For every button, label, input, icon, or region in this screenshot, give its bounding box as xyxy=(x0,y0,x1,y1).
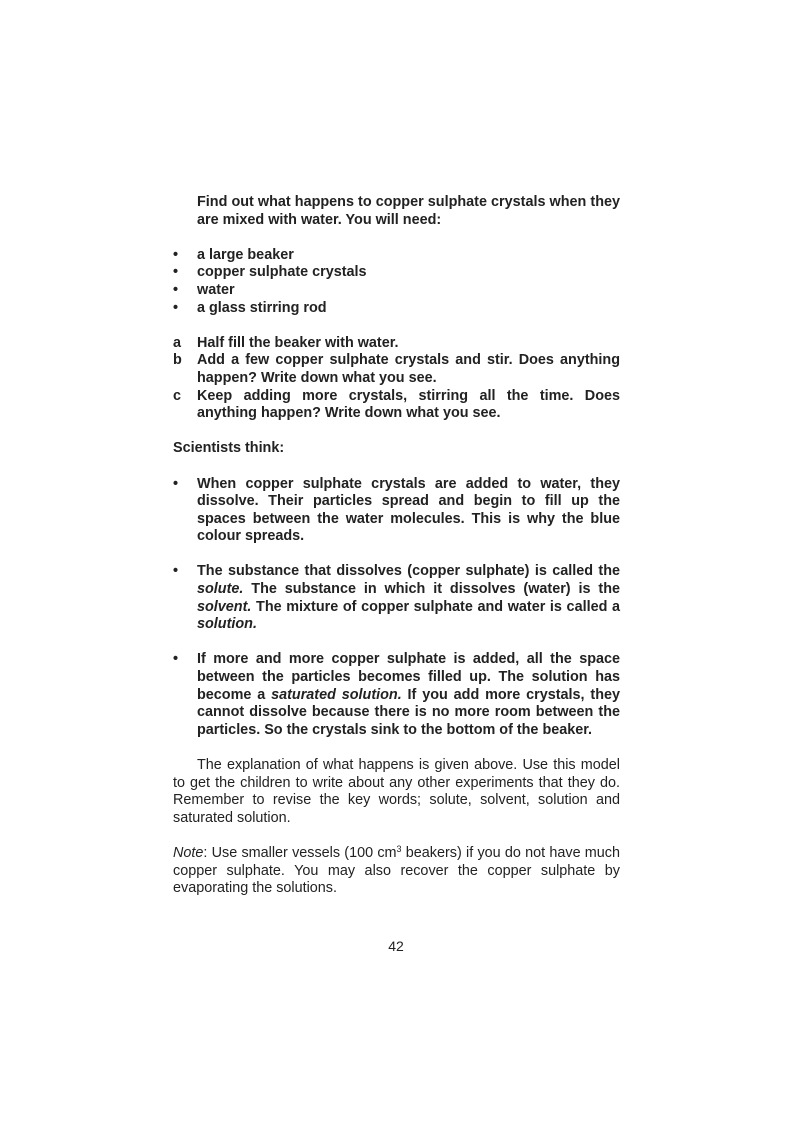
list-item: • The substance that dissolves (copper sulphate) is called the solute. The substance in which it dissolves (water) is the solvent. The mixture of copper sulphate and water is called a solution. xyxy=(173,563,620,633)
bullet-icon: • xyxy=(173,299,179,316)
step-letter: c xyxy=(173,387,182,404)
bullet-icon: • xyxy=(173,246,179,263)
step-item: c Keep adding more crystals, stirring all the time. Does anything happen? Write down what you see. xyxy=(173,387,620,422)
note-label: Note xyxy=(173,844,204,861)
key-term: solvent. xyxy=(197,598,252,615)
page-number: 42 xyxy=(388,938,404,954)
explanation-paragraph: The explanation of what happens is given above. Use this model to get the children to write about any other experiments that they do. Remember to revise the key words; solute, solvent, solution and saturated solution. xyxy=(173,757,620,826)
list-item: • water xyxy=(173,281,235,298)
list-item: • a glass stirring rod xyxy=(173,299,327,316)
key-term: solute. xyxy=(197,581,244,598)
step-item: b Add a few copper sulphate crystals and stir. Does anything happen? Write down what you see. xyxy=(173,352,620,386)
steps-list xyxy=(173,335,620,423)
list-item: • a large beaker xyxy=(173,246,294,263)
note-paragraph: Note: Use smaller vessels (100 $cm^3$ beakers) if you do not have much copper sulphate. You may also recover the copper sulphate by evaporating the solutions. xyxy=(173,843,620,897)
key-term: saturated solution. xyxy=(271,686,402,703)
list-item: • When copper sulphate crystals are added to water, they dissolve. Their particles spread and begin to fill up the spaces between the water molecules. This is why the blue colour spreads. xyxy=(173,475,620,545)
materials-list xyxy=(173,247,620,317)
bullet-icon: • xyxy=(173,264,179,281)
key-term: solution. xyxy=(197,616,257,633)
bullet-icon: • xyxy=(173,281,179,298)
list-item: • copper sulphate crystals xyxy=(173,264,367,281)
bullet-icon: • xyxy=(173,475,179,492)
bullet-icon: • xyxy=(173,563,179,580)
step-item: a Half fill the beaker with water. xyxy=(173,334,399,351)
intro-paragraph: Find out what happens to copper sulphate crystals when they are mixed with water. You will need: xyxy=(197,194,620,228)
list-item: • If more and more copper sulphate is added, all the space between the particles becomes filled up. The solution has become a saturated solution. If you add more crystals, they cannot dissolve because there is no more room between the particles. So the crystals sink to the bottom of the beaker. xyxy=(173,651,620,738)
step-letter: a xyxy=(173,334,182,351)
page-content xyxy=(173,194,620,898)
scientists-points xyxy=(173,476,620,546)
scientists-heading: Scientists think: xyxy=(173,440,285,457)
step-letter: b xyxy=(173,352,182,369)
bullet-icon: • xyxy=(173,651,179,668)
